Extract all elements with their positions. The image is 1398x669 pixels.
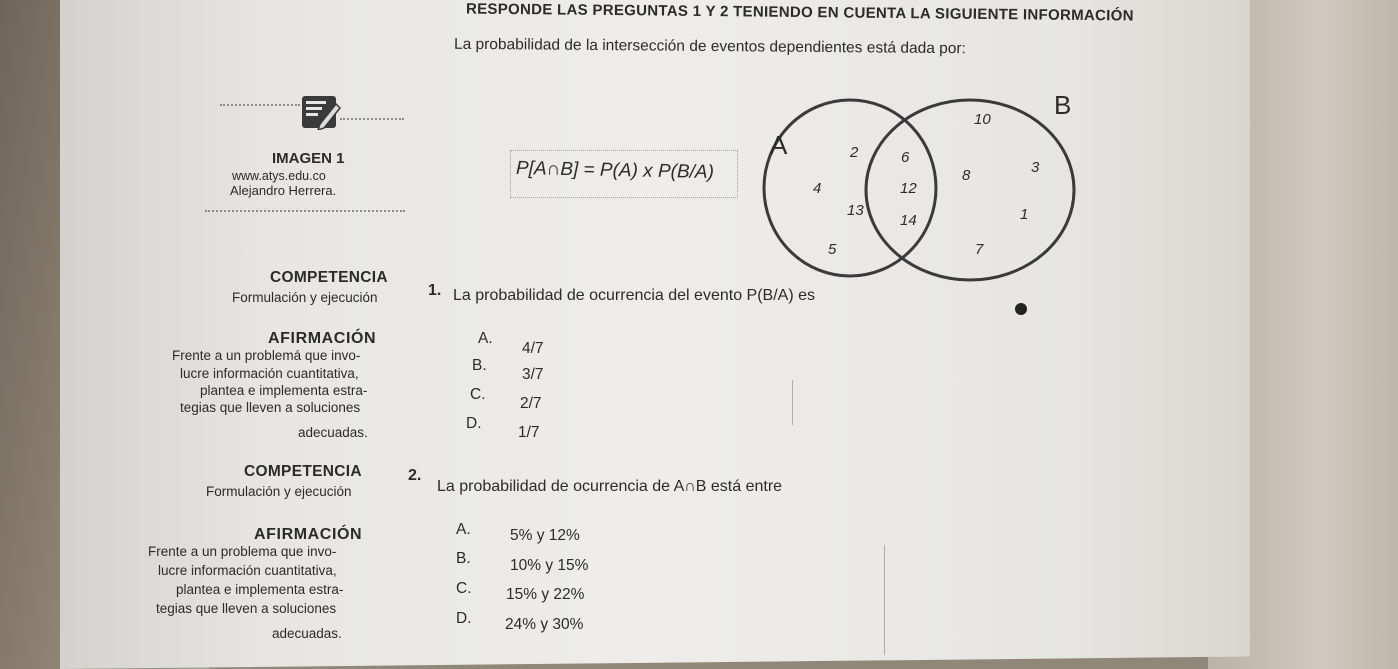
afirmacion-title: AFIRMACIÓN [268, 330, 377, 347]
venn-number: 10 [974, 111, 991, 128]
venn-number: 13 [847, 202, 864, 219]
venn-number: 8 [962, 167, 971, 184]
competencia-title: COMPETENCIA [270, 269, 388, 286]
venn-number: 5 [828, 241, 837, 258]
option-value: 3/7 [522, 366, 544, 383]
decorative-line [220, 104, 300, 106]
option-letter: A. [478, 330, 493, 347]
afirmacion-line: adecuadas. [298, 425, 368, 440]
image-caption-site: www.atys.edu.co [232, 169, 326, 183]
divider-line [884, 545, 885, 655]
option-letter: B. [472, 357, 487, 374]
option-value: 1/7 [518, 424, 540, 441]
image-caption-author: Alejandro Herrera. [230, 183, 337, 198]
venn-number: 7 [975, 241, 984, 258]
afirmacion-line: tegias que lleven a soluciones [156, 601, 337, 616]
venn-number: 1 [1020, 206, 1029, 223]
option-letter: C. [456, 580, 472, 597]
afirmacion-line: tegias que lleven a soluciones [180, 400, 361, 415]
venn-number: 2 [850, 144, 859, 161]
venn-number: 6 [901, 149, 910, 166]
competencia-title: COMPETENCIA [244, 463, 362, 480]
afirmacion-line: plantea e implementa estra- [176, 582, 344, 597]
decorative-line [205, 210, 405, 212]
afirmacion-line: Frente a un problemá que invo- [172, 348, 361, 363]
notebook-pencil-icon [300, 94, 342, 130]
competencia-subtitle: Formulación y ejecución [232, 290, 378, 305]
divider-line [792, 380, 793, 425]
venn-label-a: A [770, 130, 788, 160]
venn-number: 14 [900, 212, 917, 229]
option-value: 2/7 [520, 395, 542, 412]
question-number: 2. [408, 467, 422, 484]
venn-label-b: B [1054, 90, 1072, 120]
afirmacion-line: lucre información cuantitativa, [180, 366, 359, 381]
option-letter: B. [456, 550, 471, 567]
option-letter: C. [470, 386, 486, 403]
afirmacion-line: Frente a un problema que invo- [148, 544, 337, 559]
set-b-circle [866, 100, 1074, 280]
option-letter: D. [456, 610, 472, 627]
afirmacion-line: plantea e implementa estra- [200, 383, 368, 398]
afirmacion-line: lucre información cuantitativa, [158, 563, 337, 578]
header-instruction: RESPONDE LAS PREGUNTAS 1 Y 2 TENIENDO EN CUENTA LA SIGUIENTE INFORMACIÓN [465, 0, 1134, 25]
image-caption-title: IMAGEN 1 [272, 150, 345, 167]
venn-number: 4 [813, 180, 822, 197]
question-text: La probabilidad de ocurrencia de A∩B está entre [437, 478, 783, 495]
afirmacion-line: adecuadas. [272, 626, 342, 641]
formula: P[A∩B] = P(A) x P(B/A) [515, 157, 715, 184]
option-value: 4/7 [522, 340, 544, 357]
option-value: 15% y 22% [506, 586, 585, 603]
question-number: 1. [428, 282, 442, 299]
decorative-line [340, 118, 404, 120]
question-text: La probabilidad de ocurrencia del evento P(B/A) es [453, 287, 815, 304]
option-value: 24% y 30% [505, 616, 584, 633]
competencia-subtitle: Formulación y ejecución [206, 484, 352, 499]
afirmacion-title: AFIRMACIÓN [254, 526, 363, 543]
intro-text: La probabilidad de la intersección de eventos dependientes está dada por: [453, 35, 966, 58]
option-value: 5% y 12% [510, 527, 580, 544]
venn-diagram [740, 80, 1090, 290]
option-letter: A. [456, 521, 471, 538]
option-value: 10% y 15% [510, 557, 589, 574]
venn-number: 12 [900, 180, 917, 197]
option-letter: D. [466, 415, 482, 432]
bullet-dot [1015, 303, 1027, 315]
venn-number: 3 [1031, 159, 1040, 176]
